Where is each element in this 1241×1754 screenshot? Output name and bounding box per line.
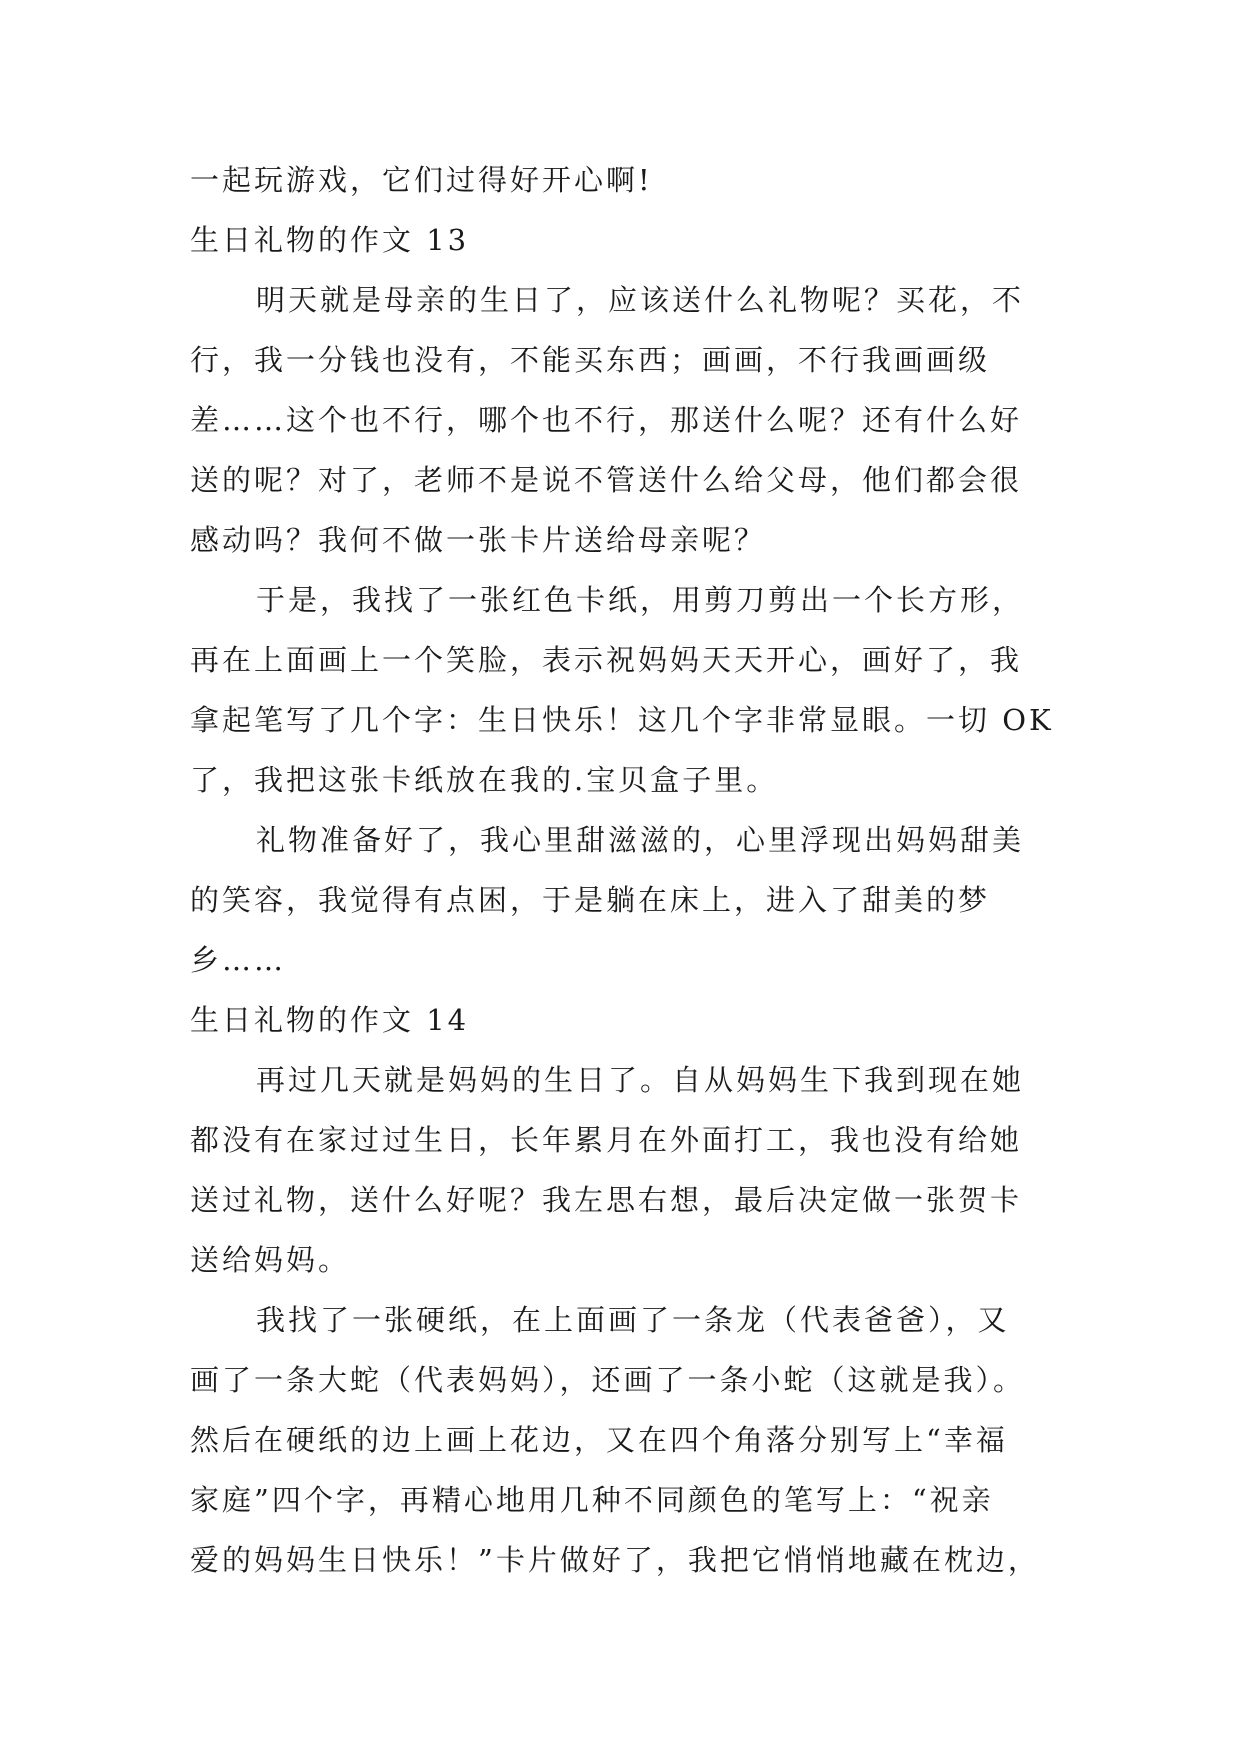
paragraph-line: 再在上面画上一个笑脸，表示祝妈妈天天开心，画好了，我	[190, 643, 1023, 677]
paragraph-line: 送给妈妈。	[190, 1243, 351, 1277]
paragraph-line: 乡……	[190, 943, 287, 977]
document-page	[190, 150, 1052, 1590]
text-line: 一起玩游戏，它们过得好开心啊!	[190, 163, 653, 197]
paragraph-line: 拿起笔写了几个字：生日快乐！这几个字非常显眼。一切 OK	[190, 703, 1054, 737]
paragraph-line: 我找了一张硬纸，在上面画了一条龙（代表爸爸），又	[256, 1303, 1010, 1337]
paragraph-line: 明天就是母亲的生日了，应该送什么礼物呢？买花，不	[256, 283, 1025, 317]
paragraph-line: 送过礼物，送什么好呢？我左思右想，最后决定做一张贺卡	[190, 1183, 1023, 1217]
paragraph-line: 的笑容，我觉得有点困，于是躺在床上，进入了甜美的梦	[190, 883, 991, 917]
paragraph-line: 然后在硬纸的边上画上花边，又在四个角落分别写上“幸福	[190, 1423, 1008, 1457]
section-heading: 生日礼物的作文 13	[190, 223, 470, 257]
paragraph-line: 感动吗？我何不做一张卡片送给母亲呢？	[190, 523, 767, 557]
paragraph-line: 画了一条大蛇（代表妈妈），还画了一条小蛇（这就是我）。	[190, 1363, 1026, 1397]
paragraph-line: 爱的妈妈生日快乐！”卡片做好了，我把它悄悄地藏在枕边，	[190, 1543, 1040, 1577]
paragraph-line: 差……这个也不行，哪个也不行，那送什么呢？还有什么好	[190, 403, 1023, 437]
section-heading: 生日礼物的作文 14	[190, 1003, 470, 1037]
paragraph-line: 了，我把这张卡纸放在我的.宝贝盒子里。	[190, 763, 779, 797]
paragraph-line: 都没有在家过过生日，长年累月在外面打工，我也没有给她	[190, 1123, 1023, 1157]
paragraph-line: 送的呢？对了，老师不是说不管送什么给父母，他们都会很	[190, 463, 1023, 497]
paragraph-line: 行，我一分钱也没有，不能买东西；画画，不行我画画级	[190, 343, 991, 377]
paragraph-line: 再过几天就是妈妈的生日了。自从妈妈生下我到现在她	[256, 1063, 1025, 1097]
paragraph-line: 家庭”四个字，再精心地用几种不同颜色的笔写上：“祝亲	[190, 1483, 994, 1517]
paragraph-line: 于是，我找了一张红色卡纸，用剪刀剪出一个长方形，	[256, 583, 1025, 617]
paragraph-line: 礼物准备好了，我心里甜滋滋的，心里浮现出妈妈甜美	[256, 823, 1025, 857]
